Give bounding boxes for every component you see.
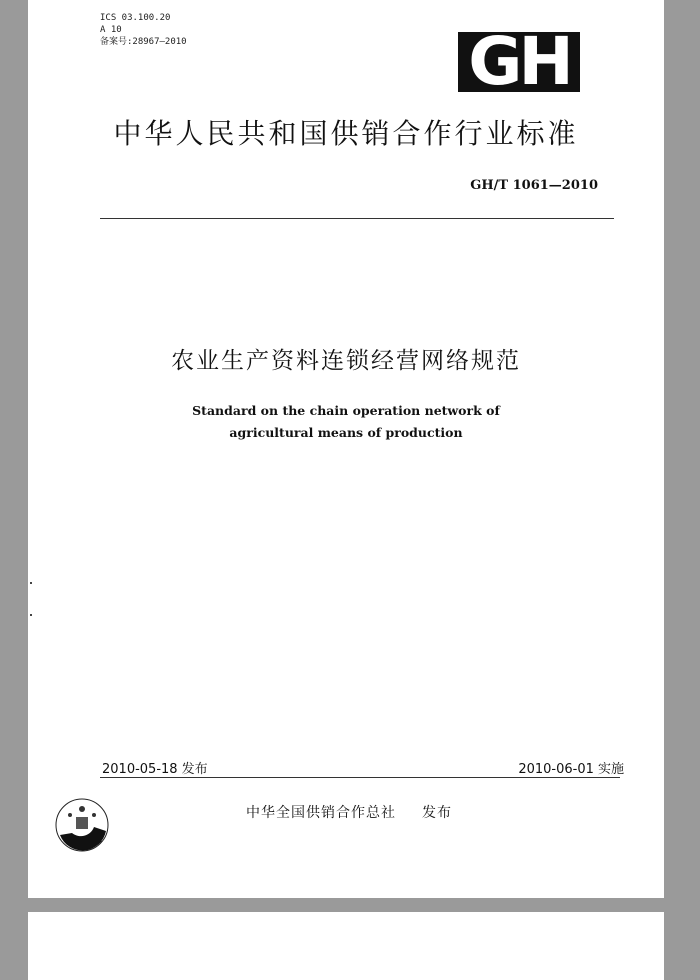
publisher-seal-icon bbox=[54, 797, 110, 853]
publisher-verb: 发布 bbox=[422, 805, 452, 821]
title-chinese: 农业生产资料连锁经营网络规范 bbox=[171, 348, 521, 374]
next-page bbox=[28, 912, 664, 980]
title-english bbox=[28, 400, 664, 444]
ics-code: ICS 03.100.20 bbox=[100, 13, 171, 23]
standard-code: GH/T 1061—2010 bbox=[470, 178, 598, 193]
title-english-line-1: Standard on the chain operation network of bbox=[192, 403, 500, 418]
gh-logo: GH bbox=[458, 32, 580, 92]
classification-block bbox=[100, 12, 187, 48]
record-number: 备案号:28967—2010 bbox=[100, 37, 187, 47]
scan-speck bbox=[30, 614, 32, 616]
scan-speck bbox=[30, 582, 32, 584]
publisher-name: 中华全国供销合作总社 bbox=[246, 805, 396, 821]
org-title: 中华人民共和国供销合作行业标准 bbox=[113, 117, 579, 150]
bottom-divider bbox=[100, 777, 620, 778]
issue-date: 2010-05-18 发布 bbox=[102, 762, 208, 777]
top-divider bbox=[100, 218, 614, 219]
publisher bbox=[246, 802, 452, 822]
ccs-code: A 10 bbox=[100, 25, 122, 35]
document-page bbox=[28, 0, 664, 898]
implementation-date: 2010-06-01 实施 bbox=[518, 762, 624, 777]
title-english-line-2: agricultural means of production bbox=[229, 425, 463, 440]
